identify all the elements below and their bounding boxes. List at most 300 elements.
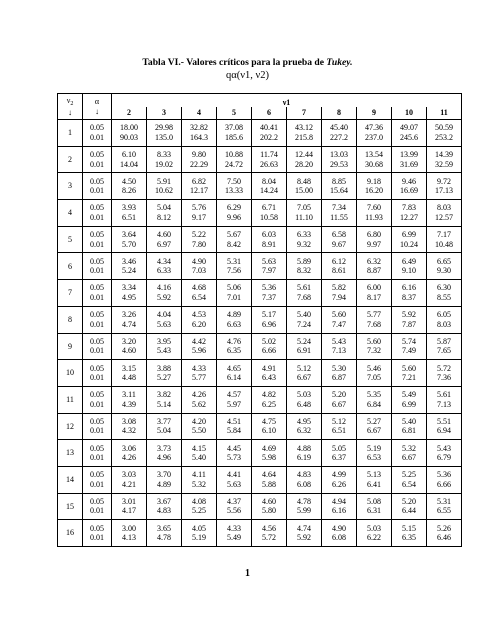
value-cell [112,173,147,200]
value-cell [112,520,147,547]
value-0.05: 4.20 [192,416,206,426]
header-row-columns [58,107,462,120]
value-cell [392,466,427,493]
value-0.01: 12.57 [435,212,453,222]
value-0.01: 6.53 [367,453,381,463]
value-0.05: 5.03 [297,390,311,400]
value-cell [357,173,392,200]
value-cell [287,466,322,493]
value-0.05: 3.34 [122,283,136,293]
value-0.05: 6.30 [437,283,451,293]
value-0.05: 5.61 [437,390,451,400]
value-0.05: 4.88 [297,443,311,453]
nu2-cell: 9 [58,333,83,360]
value-0.01: 5.43 [157,346,171,356]
value-0.01: 7.36 [437,373,451,383]
value-0.01: 6.08 [297,479,311,489]
value-0.05: 4.16 [157,283,171,293]
value-cell [357,493,392,520]
value-0.05: 5.12 [297,363,311,373]
value-0.05: 6.03 [262,230,276,240]
nu2-cell: 12 [58,413,83,440]
value-cell [112,226,147,253]
value-0.01: 8.37 [402,292,416,302]
value-0.05: 4.99 [332,470,346,480]
value-cell [252,120,287,147]
value-0.05: 5.15 [402,523,416,533]
value-0.01: 6.08 [332,533,346,543]
header-nu2 [58,94,83,120]
table-title-text: Tabla VI.- Valores críticos para la prueba de [142,57,327,68]
page-number: 1 [245,568,250,579]
alpha-cell [83,440,112,467]
value-cell [182,466,217,493]
value-0.01: 13.33 [225,186,243,196]
value-0.01: 6.19 [297,453,311,463]
value-cell [427,360,462,387]
value-0.01: 5.92 [157,292,171,302]
value-0.05: 4.60 [157,230,171,240]
value-0.01: 90.03 [120,132,138,142]
value-0.05: 7.34 [332,203,346,213]
value-0.05: 3.95 [157,336,171,346]
value-0.01: 164.3 [190,132,208,142]
value-0.05: 5.05 [332,443,346,453]
value-0.05: 6.82 [192,176,206,186]
value-0.05: 5.43 [332,336,346,346]
value-0.01: 7.37 [262,292,276,302]
value-0.01: 16.20 [365,186,383,196]
value-cell [182,520,217,547]
alpha-0.01: 0.01 [90,399,104,409]
value-0.01: 6.67 [402,453,416,463]
value-0.01: 5.40 [192,453,206,463]
value-0.05: 4.42 [192,336,206,346]
value-0.05: 4.08 [192,496,206,506]
value-0.01: 4.32 [122,426,136,436]
value-0.01: 6.96 [262,319,276,329]
value-0.05: 5.32 [402,443,416,453]
value-cell [322,280,357,307]
alpha-cell [83,520,112,547]
value-cell [357,146,392,173]
value-0.01: 7.80 [192,239,206,249]
value-0.01: 7.01 [227,292,241,302]
value-0.05: 7.05 [297,203,311,213]
value-0.05: 5.06 [227,283,241,293]
value-0.01: 6.41 [367,479,381,489]
value-0.01: 6.48 [297,399,311,409]
value-0.01: 26.63 [260,159,278,169]
value-0.01: 215.8 [295,132,313,142]
alpha-0.01: 0.01 [90,292,104,302]
value-cell [147,200,182,227]
value-0.05: 5.40 [297,310,311,320]
value-cell [182,253,217,280]
value-0.01: 5.62 [192,399,206,409]
alpha-0.01: 0.01 [90,453,104,463]
value-0.05: 3.15 [122,363,136,373]
table-row [58,333,462,360]
value-0.05: 5.76 [192,203,206,213]
nu2-cell: 5 [58,226,83,253]
value-0.01: 4.78 [157,533,171,543]
value-0.01: 8.32 [297,266,311,276]
alpha-cell [83,306,112,333]
value-0.05: 5.36 [262,283,276,293]
value-0.01: 5.27 [157,373,171,383]
value-cell [322,520,357,547]
value-0.01: 30.68 [365,159,383,169]
value-0.05: 6.05 [437,310,451,320]
value-0.05: 13.03 [330,150,348,160]
value-cell [217,280,252,307]
value-0.01: 6.43 [262,373,276,383]
value-cell [427,253,462,280]
value-0.01: 5.14 [157,399,171,409]
value-0.05: 8.03 [437,203,451,213]
value-0.05: 4.90 [192,256,206,266]
value-0.05: 5.63 [262,256,276,266]
alpha-cell [83,360,112,387]
value-cell [112,306,147,333]
value-0.01: 8.17 [367,292,381,302]
value-0.01: 5.50 [192,426,206,436]
value-cell [427,520,462,547]
value-cell [252,386,287,413]
alpha-cell [83,386,112,413]
value-0.01: 28.20 [295,159,313,169]
value-cell [182,280,217,307]
header-row-nu1 [58,94,462,108]
header-alpha [83,94,112,120]
value-cell [252,413,287,440]
alpha-0.05: 0.05 [90,203,104,213]
table-row [58,440,462,467]
value-0.05: 5.20 [402,496,416,506]
table-row [58,226,462,253]
value-0.05: 3.08 [122,416,136,426]
value-cell [217,173,252,200]
value-cell [252,146,287,173]
value-cell [147,493,182,520]
nu2-cell: 1 [58,120,83,147]
value-0.01: 6.26 [332,479,346,489]
header-alpha-arrow: ↓ [95,106,99,116]
table-title-italic: Tukey. [326,57,353,68]
value-0.01: 6.97 [157,239,171,249]
column-header: 8 [322,107,357,120]
value-0.05: 5.51 [437,416,451,426]
alpha-0.01: 0.01 [90,212,104,222]
value-0.05: 4.76 [227,336,241,346]
value-0.01: 6.94 [437,426,451,436]
value-0.05: 3.73 [157,443,171,453]
value-cell [427,120,462,147]
alpha-cell [83,146,112,173]
nu2-cell: 11 [58,386,83,413]
value-0.01: 9.97 [367,239,381,249]
value-0.05: 9.46 [402,176,416,186]
nu2-cell: 14 [58,466,83,493]
value-0.05: 4.69 [262,443,276,453]
value-0.01: 6.35 [227,346,241,356]
value-0.01: 8.12 [157,212,171,222]
value-0.05: 5.60 [402,363,416,373]
value-cell [287,333,322,360]
value-0.01: 5.80 [262,506,276,516]
value-cell [147,173,182,200]
value-0.05: 5.87 [437,336,451,346]
value-0.05: 6.58 [332,230,346,240]
value-0.05: 6.12 [332,256,346,266]
alpha-0.01: 0.01 [90,426,104,436]
table-row [58,146,462,173]
value-0.05: 5.67 [227,230,241,240]
value-0.01: 9.67 [332,239,346,249]
value-0.05: 10.88 [225,150,243,160]
alpha-cell [83,280,112,307]
value-cell [392,280,427,307]
value-cell [217,413,252,440]
value-0.01: 7.68 [297,292,311,302]
value-0.05: 8.48 [297,176,311,186]
value-0.01: 7.03 [192,266,206,276]
nu2-cell: 4 [58,200,83,227]
value-cell [287,120,322,147]
value-0.01: 5.72 [262,533,276,543]
value-0.05: 9.80 [192,150,206,160]
value-0.01: 7.47 [332,319,346,329]
value-0.01: 227.2 [330,132,348,142]
value-0.05: 5.43 [437,443,451,453]
value-0.01: 12.27 [400,212,418,222]
value-0.05: 5.36 [437,470,451,480]
value-0.05: 12.44 [295,150,313,160]
alpha-cell [83,200,112,227]
value-0.05: 5.89 [297,256,311,266]
value-0.05: 4.65 [227,363,241,373]
value-0.01: 6.66 [437,479,451,489]
value-cell [287,493,322,520]
value-0.01: 7.94 [332,292,346,302]
value-cell [252,306,287,333]
value-cell [182,173,217,200]
value-0.05: 5.40 [402,416,416,426]
value-cell [217,466,252,493]
value-cell [252,360,287,387]
value-cell [287,520,322,547]
value-0.01: 7.68 [367,319,381,329]
value-cell [427,306,462,333]
value-cell [287,360,322,387]
value-0.01: 6.33 [157,266,171,276]
value-0.05: 4.64 [262,470,276,480]
value-0.01: 6.20 [192,319,206,329]
nu2-cell: 7 [58,280,83,307]
value-0.05: 4.11 [192,470,206,480]
value-0.01: 6.32 [297,426,311,436]
value-0.01: 7.32 [367,346,381,356]
value-cell [357,253,392,280]
value-cell [217,146,252,173]
table-row [58,200,462,227]
value-0.01: 6.51 [122,212,136,222]
value-cell [322,226,357,253]
value-cell [252,173,287,200]
value-0.05: 6.49 [402,256,416,266]
value-0.05: 5.31 [437,496,451,506]
value-0.01: 6.91 [297,346,311,356]
value-0.05: 14.39 [435,150,453,160]
value-0.01: 16.69 [400,186,418,196]
value-0.01: 4.96 [157,453,171,463]
value-0.05: 5.91 [157,176,171,186]
value-0.05: 5.46 [367,363,381,373]
value-0.05: 6.32 [367,256,381,266]
value-cell [112,253,147,280]
value-0.01: 10.48 [435,239,453,249]
value-cell [357,520,392,547]
value-0.01: 9.32 [297,239,311,249]
value-cell [287,173,322,200]
table-row [58,386,462,413]
value-0.05: 4.83 [297,470,311,480]
column-header: 9 [357,107,392,120]
value-cell [392,333,427,360]
value-0.05: 6.16 [402,283,416,293]
value-0.05: 5.24 [297,336,311,346]
value-0.01: 6.16 [332,506,346,516]
value-0.05: 4.57 [227,390,241,400]
table-row [58,520,462,547]
value-cell [112,200,147,227]
value-0.05: 47.36 [365,123,383,133]
value-0.01: 6.31 [367,506,381,516]
value-cell [322,440,357,467]
value-cell [322,306,357,333]
value-0.01: 8.26 [122,186,136,196]
value-0.05: 4.33 [192,363,206,373]
value-0.05: 4.78 [297,496,311,506]
value-0.05: 5.08 [367,496,381,506]
value-0.05: 7.60 [367,203,381,213]
column-header: 4 [182,107,217,120]
value-0.05: 7.83 [402,203,416,213]
value-0.05: 5.26 [437,523,451,533]
value-cell [182,360,217,387]
value-cell [147,146,182,173]
value-0.05: 32.82 [190,123,208,133]
header-nu1: ν1 [112,94,462,108]
alpha-cell [83,120,112,147]
value-cell [322,253,357,280]
value-0.01: 8.55 [437,292,451,302]
table-title [0,57,495,68]
table-row [58,466,462,493]
alpha-0.01: 0.01 [90,159,104,169]
value-0.05: 5.82 [332,283,346,293]
alpha-0.01: 0.01 [90,266,104,276]
value-cell [427,280,462,307]
value-0.05: 7.50 [227,176,241,186]
value-0.05: 6.33 [297,230,311,240]
value-0.01: 4.83 [157,506,171,516]
value-0.01: 22.29 [190,159,208,169]
value-0.05: 5.92 [402,310,416,320]
value-cell [322,493,357,520]
value-cell [147,413,182,440]
value-cell [427,146,462,173]
table-row [58,360,462,387]
value-0.05: 3.20 [122,336,136,346]
column-header: 5 [217,107,252,120]
value-0.05: 49.07 [400,123,418,133]
value-0.05: 5.49 [402,390,416,400]
nu2-cell: 8 [58,306,83,333]
value-0.05: 3.82 [157,390,171,400]
value-cell [112,386,147,413]
value-0.01: 5.56 [227,506,241,516]
value-0.05: 4.94 [332,496,346,506]
value-0.05: 6.71 [262,203,276,213]
column-header: 2 [112,107,147,120]
header-alpha-label: α [94,97,100,106]
value-0.05: 3.64 [122,230,136,240]
value-0.01: 5.32 [192,479,206,489]
value-0.01: 4.60 [122,346,136,356]
value-0.01: 6.81 [402,426,416,436]
value-0.05: 4.26 [192,390,206,400]
value-cell [392,306,427,333]
value-0.05: 8.85 [332,176,346,186]
value-0.05: 4.34 [157,256,171,266]
value-0.01: 11.93 [365,212,383,222]
alpha-0.05: 0.05 [90,150,104,160]
value-cell [357,466,392,493]
alpha-0.05: 0.05 [90,283,104,293]
value-cell [427,226,462,253]
value-0.01: 15.00 [295,186,313,196]
value-0.01: 9.96 [227,212,241,222]
value-cell [182,333,217,360]
alpha-0.01: 0.01 [90,506,104,516]
value-0.05: 6.00 [367,283,381,293]
value-0.01: 5.25 [192,506,206,516]
header-nu2-arrow: ↓ [68,107,72,117]
value-cell [322,466,357,493]
value-cell [287,386,322,413]
value-0.05: 5.04 [157,203,171,213]
alpha-0.05: 0.05 [90,363,104,373]
value-0.05: 4.74 [297,523,311,533]
value-0.05: 4.91 [262,363,276,373]
value-cell [217,520,252,547]
value-0.01: 6.44 [402,506,416,516]
value-0.05: 4.53 [192,310,206,320]
value-cell [427,413,462,440]
value-cell [182,440,217,467]
value-cell [322,200,357,227]
alpha-0.05: 0.05 [90,496,104,506]
value-0.01: 4.74 [122,319,136,329]
value-0.01: 5.24 [122,266,136,276]
value-0.05: 6.80 [367,230,381,240]
value-0.01: 4.95 [122,292,136,302]
value-cell [217,333,252,360]
alpha-cell [83,413,112,440]
value-0.01: 5.98 [262,453,276,463]
